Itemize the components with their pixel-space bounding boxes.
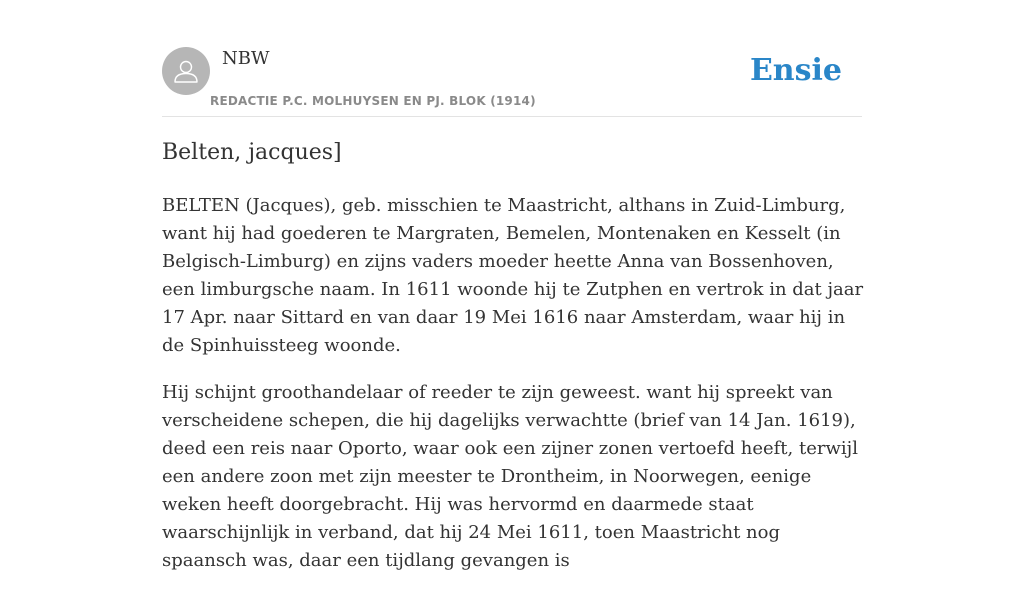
article-body: [162, 192, 864, 594]
article-header: [162, 47, 862, 117]
article-paragraph: BELTEN (Jacques), geb. misschien te Maastricht, althans in Zuid-Limburg, want hij had goederen te Margraten, Bemelen, Montenaken en Kesselt (in Belgisch-Limburg) en zijns vaders moeder heette Anna van Bossenhoven, een limburgsche naam. In 1611 woonde hij te Zutphen en vertrok in dat jaar 17 Apr. naar Sittard en van daar 19 Mei 1616 naar Amsterdam, waar hij in de Spinhuissteeg woonde.: [162, 195, 864, 356]
article-title: Belten, jacques]: [162, 140, 342, 165]
author-subtitle: REDACTIE P.C. MOLHUYSEN EN PJ. BLOK (1914): [210, 94, 536, 108]
article-paragraph: Hij schijnt groothandelaar of reeder te zijn geweest. want hij spreekt van verscheidene schepen, die hij dagelijks verwachtte (brief van 14 Jan. 1619), deed een reis naar Oporto, waar ook een zijner zonen vertoefd heeft, terwijl een andere zoon met zijn meester te Drontheim, in Noorwegen, eenige weken heeft doorgebracht. Hij was hervormd en daarmede staat waarschijnlijk in verband, dat hij 24 Mei 1611, toen Maastricht nog spaansch was, daar een tijdlang gevangen is: [162, 382, 858, 571]
user-icon: [162, 47, 210, 95]
brand-logo[interactable]: Ensie: [749, 53, 842, 88]
author-name[interactable]: NBW: [222, 48, 270, 69]
author-avatar[interactable]: [162, 47, 210, 95]
